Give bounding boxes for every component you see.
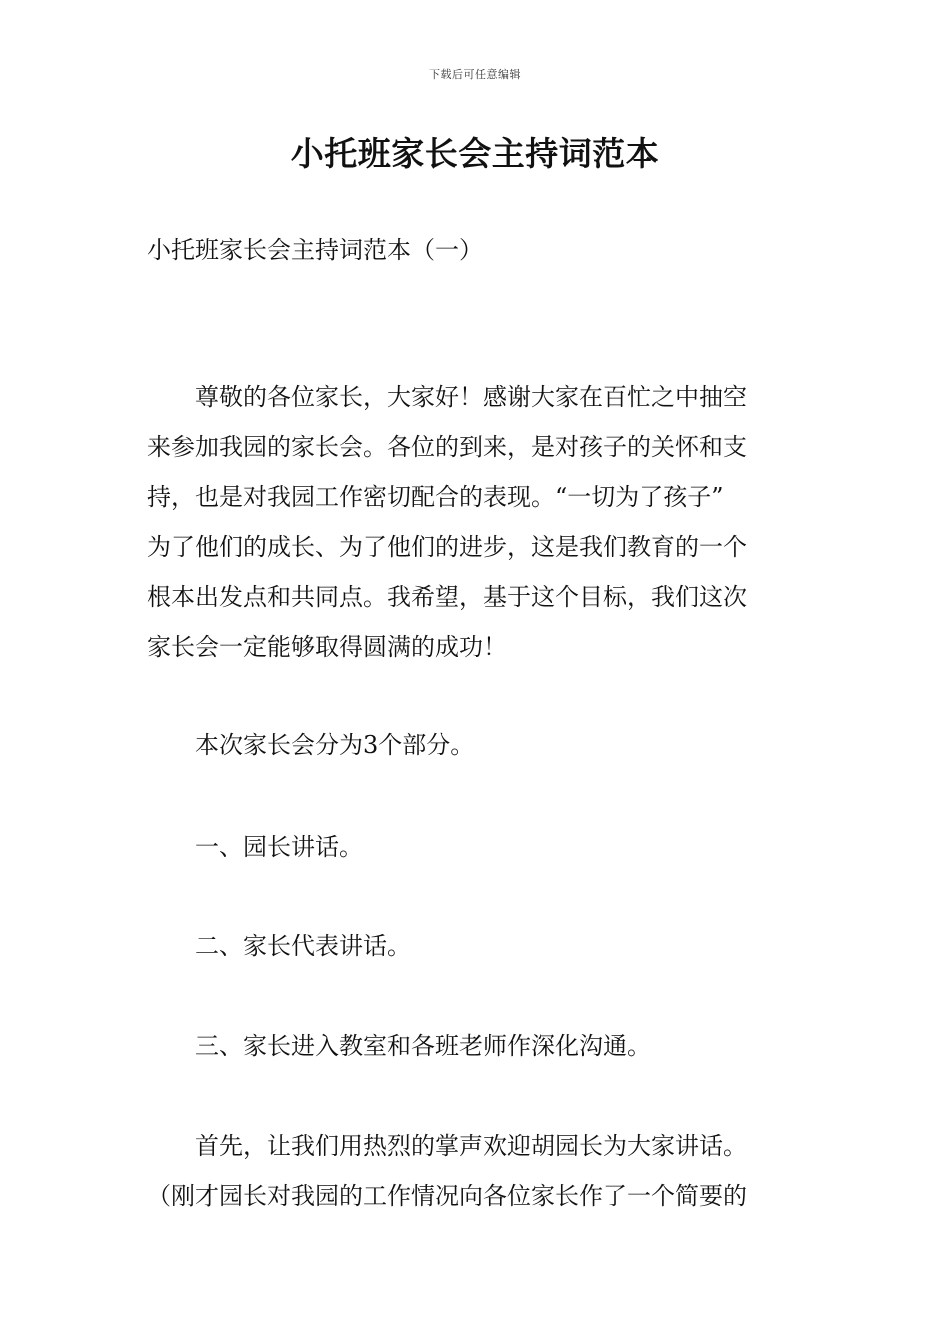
part-one-item: 一、园长讲话。 bbox=[195, 833, 363, 861]
paragraph-line: 尊敬的各位家长，大家好！感谢大家在百忙之中抽空 bbox=[195, 383, 747, 411]
page-header-note: 下载后可任意编辑 bbox=[429, 68, 521, 81]
part-two-item: 二、家长代表讲话。 bbox=[195, 932, 411, 960]
paragraph-line: 家长会一定能够取得圆满的成功！ bbox=[147, 633, 507, 661]
part-three-item: 三、家长进入教室和各班老师作深化沟通。 bbox=[195, 1032, 651, 1060]
paragraph-line: 来参加我园的家长会。各位的到来，是对孩子的关怀和支 bbox=[147, 433, 747, 461]
document-subtitle: 小托班家长会主持词范本（一） bbox=[147, 236, 483, 264]
intro-paragraph bbox=[147, 372, 812, 672]
paragraph-line: 首先，让我们用热烈的掌声欢迎胡园长为大家讲话。 bbox=[195, 1132, 747, 1160]
paragraph-line: 持，也是对我园工作密切配合的表现。“一切为了孩子” bbox=[147, 483, 724, 511]
paragraph-line: （刚才园长对我园的工作情况向各位家长作了一个简要的 bbox=[147, 1182, 747, 1210]
paragraph-line: 为了他们的成长、为了他们的进步，这是我们教育的一个 bbox=[147, 533, 747, 561]
paragraph-line: 根本出发点和共同点。我希望，基于这个目标，我们这次 bbox=[147, 583, 747, 611]
parts-intro-paragraph: 本次家长会分为3个部分。 bbox=[195, 731, 475, 759]
document-title: 小托班家长会主持词范本 bbox=[290, 134, 660, 173]
closing-paragraph bbox=[147, 1121, 812, 1221]
